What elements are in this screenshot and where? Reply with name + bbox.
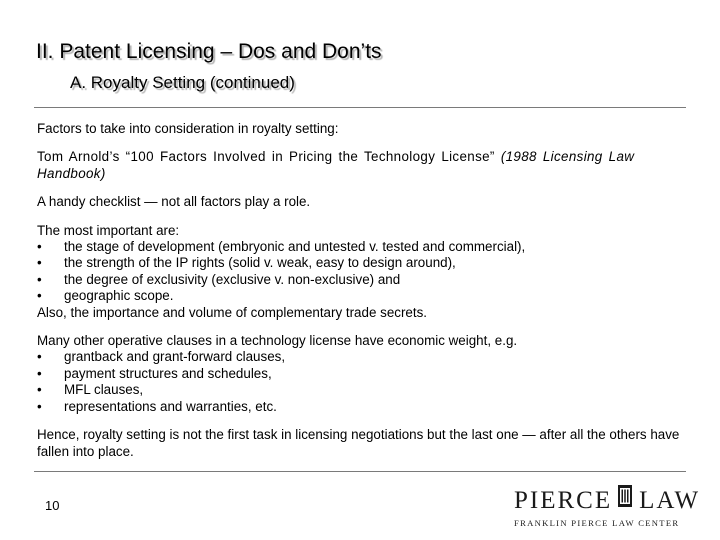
checklist-text: A handy checklist — not all factors play a role.: [37, 194, 311, 210]
top-divider: [34, 107, 686, 108]
logo-tagline: FRANKLIN PIERCE LAW CENTER: [514, 518, 680, 528]
pierce-law-logo: [514, 484, 701, 532]
list-item: [37, 399, 685, 415]
list-item-text: grantback and grant-forward clauses,: [64, 349, 286, 365]
other-clauses-heading: Many other operative clauses in a technology license have economic weight, e.g.: [37, 333, 518, 349]
slide-subtitle: A. Royalty Setting (continued): [70, 73, 295, 92]
bullet-icon: •: [37, 271, 42, 287]
other-clauses-section: [37, 333, 685, 415]
bullet-icon: •: [37, 382, 42, 398]
list-item-text: the degree of exclusivity (exclusive v. non-exclusive) and: [64, 271, 401, 287]
bullet-icon: •: [37, 365, 42, 381]
list-item: [37, 288, 685, 304]
most-important-heading: The most important are:: [37, 222, 180, 238]
most-important-section: [37, 223, 685, 321]
citation-text: [37, 149, 685, 182]
slide-title: II. Patent Licensing – Dos and Don’ts: [36, 40, 382, 63]
intro-text: Factors to take into consideration in royalty setting:: [37, 121, 339, 136]
bullet-icon: •: [37, 255, 42, 271]
list-item-text: representations and warranties, etc.: [64, 398, 277, 414]
list-item: [37, 366, 685, 382]
bullet-icon: •: [37, 288, 42, 304]
slide-body: [37, 121, 685, 472]
citation-source: (1988 Licensing Law Handbook): [37, 149, 635, 181]
logo-word-right: LAW: [639, 487, 701, 514]
bullet-icon: •: [37, 349, 42, 365]
conclusion-text: Hence, royalty setting is not the first task in licensing negotiations but the last one — after all the others have fallen into place.: [37, 427, 680, 459]
list-item-text: the strength of the IP rights (solid v. weak, easy to design around),: [64, 255, 456, 271]
column-icon: [618, 485, 632, 512]
page-number: 10: [45, 498, 60, 513]
logo-wordmark: [514, 484, 701, 514]
bullet-icon: •: [37, 398, 42, 414]
citation-title: Tom Arnold’s “100 Factors Involved in Pricing the Technology License”: [37, 149, 501, 165]
bottom-divider: [34, 471, 686, 472]
other-clauses-list: [37, 349, 685, 415]
list-item-text: geographic scope.: [64, 288, 174, 304]
list-item: [37, 239, 685, 255]
list-item: [37, 255, 685, 271]
list-item-text: MFL clauses,: [64, 382, 144, 398]
list-item: [37, 272, 685, 288]
list-item-text: payment structures and schedules,: [64, 365, 272, 381]
bullet-icon: •: [37, 239, 42, 255]
list-item: [37, 349, 685, 365]
list-item-text: the stage of development (embryonic and untested v. tested and commercial),: [64, 239, 526, 255]
list-item: [37, 382, 685, 398]
most-important-list: [37, 239, 685, 305]
trade-secrets-text: Also, the importance and volume of complementary trade secrets.: [37, 304, 428, 320]
logo-word-left: PIERCE: [514, 487, 613, 514]
